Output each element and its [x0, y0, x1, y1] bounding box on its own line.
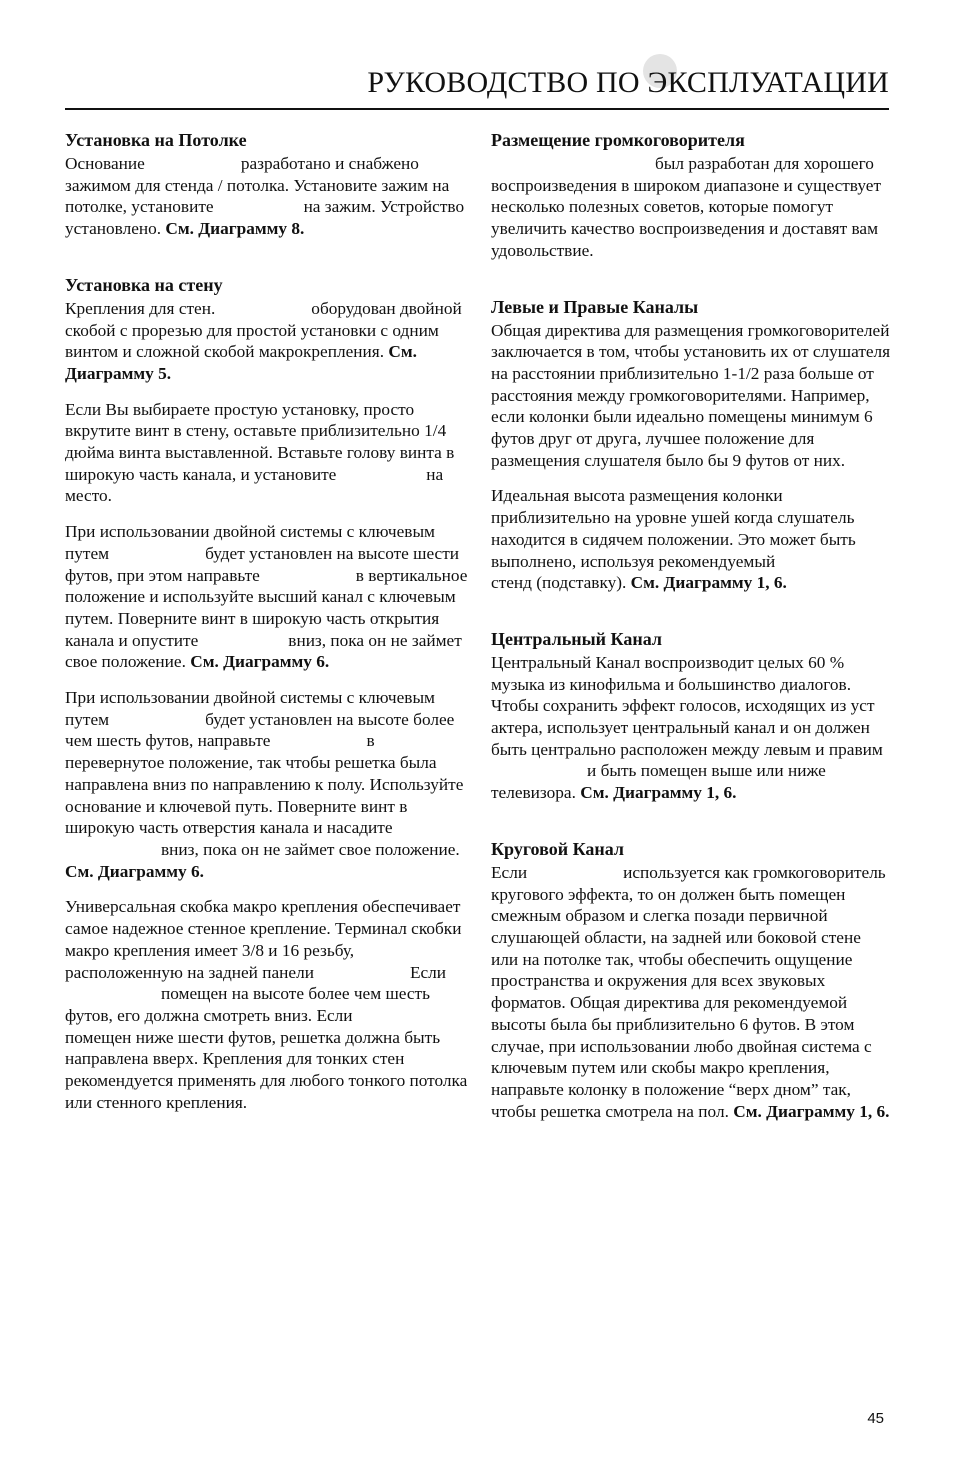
right-column — [491, 128, 891, 1155]
text: Основание — [65, 154, 145, 173]
paragraph — [65, 896, 470, 1113]
section-heading: Круговой Канал — [491, 838, 625, 859]
paragraph — [491, 652, 891, 804]
left-column — [65, 128, 470, 1146]
text: Если — [491, 862, 528, 882]
section-center-channel — [491, 627, 891, 804]
section-left-right-channels — [491, 295, 891, 594]
text: используется как громкоговоритель кругового эффекта, то он должен быть помещен смежным образом и слегка позади первичной слушающей области, на задней или боковой стене или на потолке так, чтобы обеспечить ощущение пространства и окружения для всех звуковых форматов. Общая директива для рекомендуемой высоты была бы приблизительно 6 футов. В этом случае, при использовании любо двойная система с ключевым путем или скобы макро крепления, направьте колонку в положение “верх дном” так, чтобы решетка смотрела на пол. — [491, 862, 886, 1121]
section-heading: Установка на Потолке — [65, 130, 247, 150]
diagram-reference: См. Диаграмму 8. — [165, 219, 305, 239]
diagram-reference: См. Диаграмму 1, 6. — [630, 573, 787, 593]
page-title: РУКОВОДСТВО ПО ЭКСПЛУАТАЦИИ — [367, 66, 889, 99]
paragraph — [65, 521, 470, 673]
paragraph — [65, 298, 470, 385]
paragraph — [491, 862, 891, 1122]
text: будет установлен на высоте шести футов, при этом направьте — [65, 543, 460, 585]
text: Если Вы выбираете простую установку, просто вкрутите винт в стену, оставьте приблизительно 1/4 дюйма винта выставленной. Вставьте голову винта в широкую часть канала, и установите — [65, 399, 455, 484]
section-heading: Размещение громкоговорителя — [491, 130, 745, 150]
text: стенд (подставку). — [491, 573, 627, 593]
diagram-reference: См. Диаграмму 6. — [65, 861, 204, 881]
text: Крепления для стен. — [65, 298, 216, 318]
diagram-reference: См. Диаграмму 1, 6. — [733, 1101, 890, 1121]
diagram-reference: См. Диаграмму 1, 6. — [580, 783, 737, 803]
text: оборудован двойной скобой с прорезью для простой установки с одним винтом и сложной скобой макрокрепления. — [65, 298, 462, 362]
section-wall-mount — [65, 273, 470, 1114]
diagram-reference: См. Диаграмму 5. — [65, 342, 417, 383]
text: вниз, пока он не займет свое положение. — [65, 630, 462, 672]
section-heading: Левые и Правые Каналы — [491, 296, 699, 317]
paragraph — [65, 153, 470, 240]
text: был разработан для хорошего воспроизведения в широком диапазоне и существует несколько полезных советов, которые помогут увеличить качество воспроизведения и доставят вам удовольствие. — [491, 154, 882, 260]
paragraph — [491, 485, 891, 594]
paragraph — [491, 153, 891, 262]
text: Идеальная высота размещения колонки приблизительно на уровне ушей когда слушатель находится в сидячем положении. Это может быть выполнено, используя рекомендуемый — [491, 486, 856, 571]
text: на место. — [65, 464, 444, 506]
text: и быть помещен выше или ниже телевизора. — [491, 761, 826, 803]
text: Центральный Канал воспроизводит целых 60 % музыка из кинофильма и большинство диалогов. Чтобы сохранить эффект голосов, исходящих из уст актера, использует центральный канал и он должен быть центрально расположен между левым и правим — [491, 652, 883, 759]
text: Универсальная скобка макро крепления обеспечивает самое надежное стенное крепление. Терминал скобки макро крепления имеет 3/8 и 16 резьбу, расположенную на задней панели — [65, 897, 462, 982]
text: вниз, пока он не займет свое положение. — [161, 839, 460, 859]
page-header — [65, 60, 889, 110]
page-number: 45 — [867, 1410, 884, 1427]
text: помещен ниже шести футов, решетка должна быть направлена вверх. Крепления для тонких стен рекомендуется применять для любого тонкого потолка или стенного крепления. — [65, 1027, 468, 1112]
section-ceiling-mount — [65, 128, 470, 240]
paragraph — [65, 399, 470, 508]
diagram-reference: См. Диаграмму 6. — [190, 652, 330, 672]
section-speaker-placement — [491, 128, 891, 262]
paragraph — [65, 687, 470, 882]
section-surround-channel — [491, 837, 891, 1122]
text: Если — [409, 962, 447, 982]
text: в перевернутое положение, так чтобы решетка была направлена вниз по направлению к полу. Используйте основание и ключевой путь. Поверните винт в широкую часть отверстия канала и насадите — [65, 731, 464, 838]
text: При использовании двойной системы с ключевым путем — [65, 688, 435, 729]
section-heading: Центральный Канал — [491, 628, 662, 649]
text: помещен на высоте более чем шесть футов, его должна смотреть вниз. Если — [65, 984, 430, 1025]
text: разработано и снабжено зажимом для стенда / потолка. Установите зажим на потолке, установите — [65, 154, 450, 217]
paragraph: Общая директива для размещения громкоговорителей заключается в том, чтобы установить их от слушателя на расстоянии приблизительно 1-1/2 раза больше от расстояния между громкоговорителями. Например, если колонки были идеально помещены минимум 6 футов друг от друга, лучшее положение для размещения слушателя было бы 9 футов от них. — [491, 320, 891, 470]
text: При использовании двойной системы с ключевым путем — [65, 522, 435, 563]
text: будет установлен на высоте более чем шесть футов, направьте — [65, 709, 455, 751]
text: в вертикальное положение и используйте высший канал с ключевым путем. Поверните винт в широкую часть открытия канала и опустите — [65, 565, 468, 650]
text: на зажим. Устройство установлено. — [65, 197, 465, 239]
section-heading: Установка на стену — [65, 274, 223, 295]
